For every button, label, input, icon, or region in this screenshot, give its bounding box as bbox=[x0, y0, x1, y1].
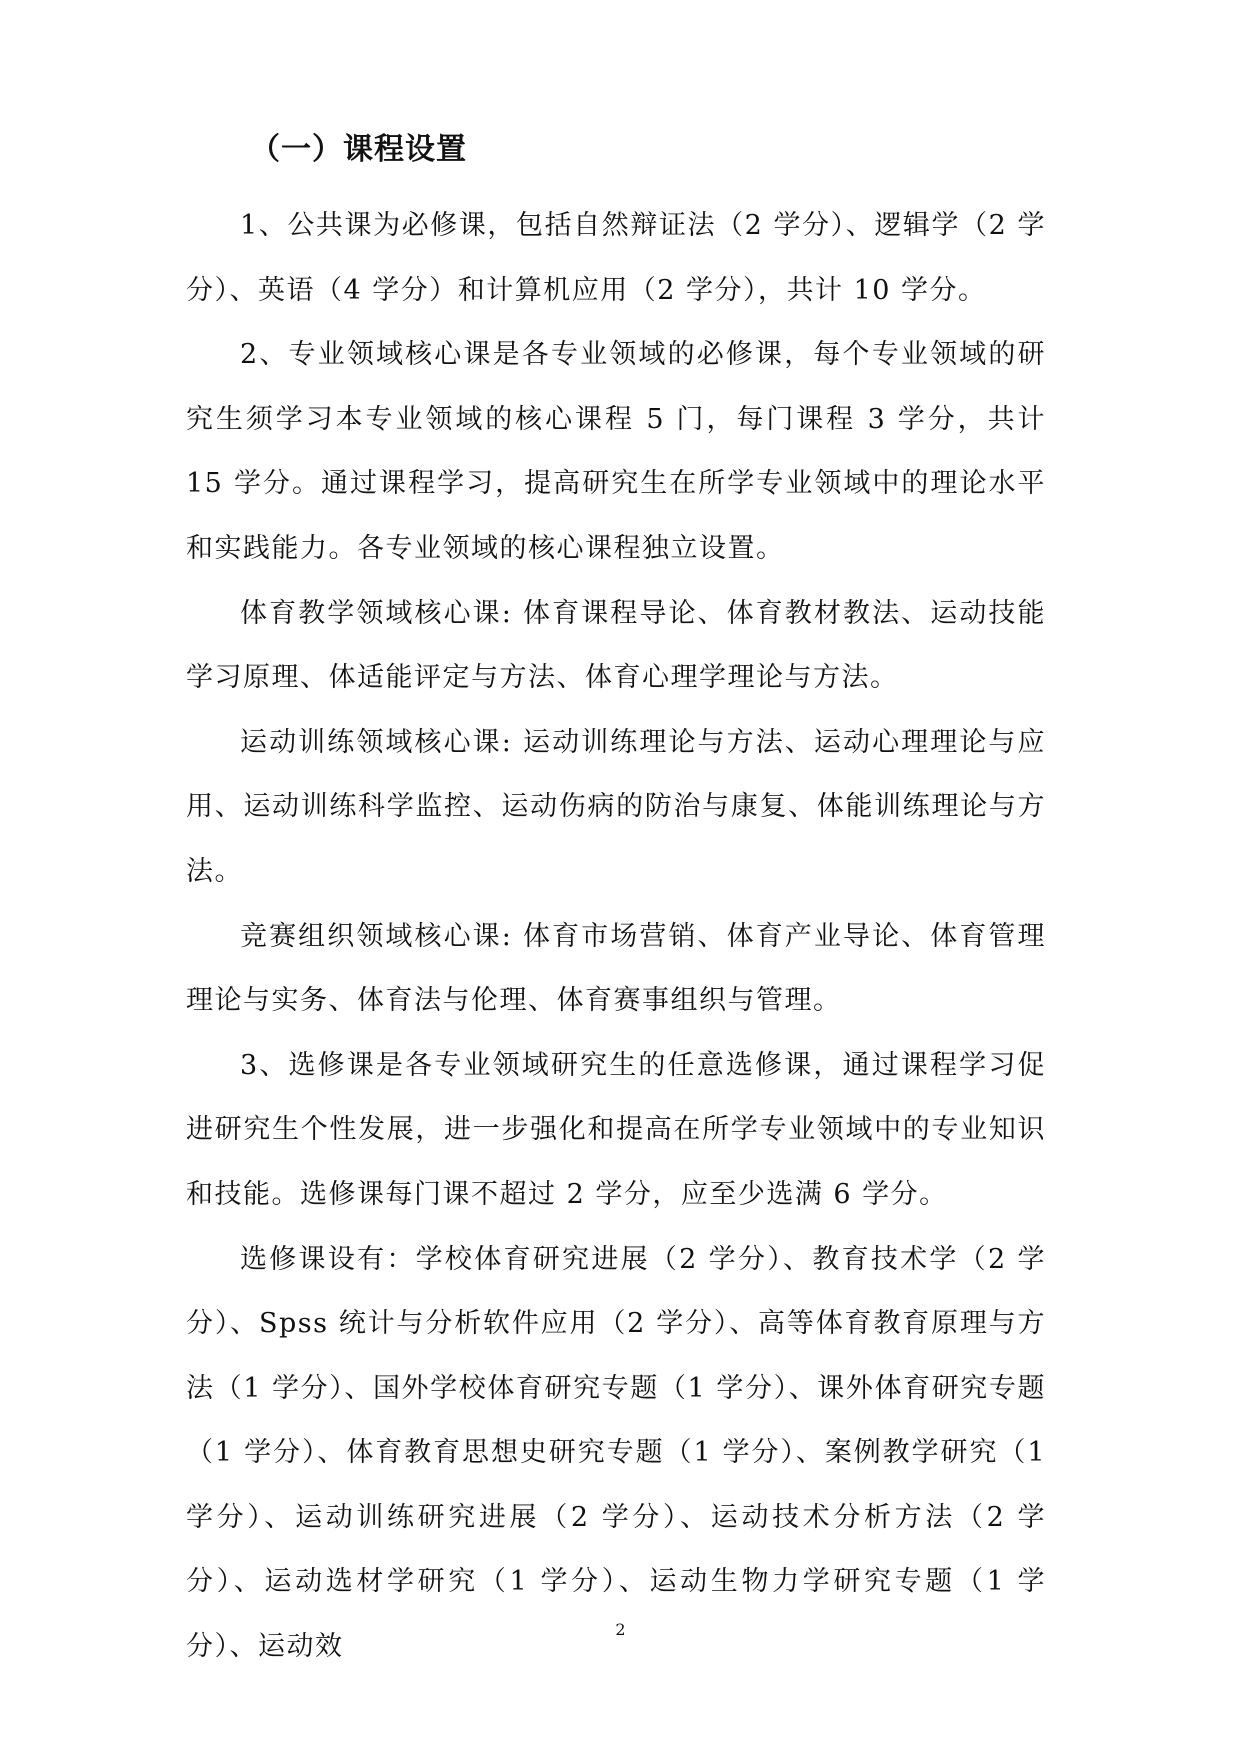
paragraph-elective-list: 选修课设有：学校体育研究进展（2 学分）、教育技术学（2 学分）、Spss 统计与分析软件应用（2 学分）、高等体育教育原理与方法（1 学分）、国外学校体育研究专题（1 学分）、课外体育研究专题（1 学分）、体育教育思想史研究专题（1 学分）、案例教学研究（1 学分）、运动训练研究进展（2 学分）、运动技术分析方法（2 学分）、运动选材学研究（1 学分）、运动生物力学研究专题（1 学分）、运动效 bbox=[186, 1243, 1046, 1663]
paragraph-competition-organization-core: 竞赛组织领域核心课: 体育市场营销、体育产业导论、体育管理理论与实务、体育法与伦理、体育赛事组织与管理。 bbox=[186, 920, 1046, 1017]
paragraph-core-courses: 2、专业领域核心课是各专业领域的必修课，每个专业领域的研究生须学习本专业领域的核心课程 5 门，每门课程 3 学分，共计 15 学分。通过课程学习，提高研究生在所学专业领域中的理论水平和实践能力。各专业领域的核心课程独立设置。 bbox=[186, 339, 1046, 564]
paragraph-pe-teaching-core: 体育教学领域核心课: 体育课程导论、体育教材教法、运动技能学习原理、体适能评定与方法、体育心理学理论与方法。 bbox=[186, 597, 1046, 694]
paragraph-elective-courses: 3、选修课是各专业领域研究生的任意选修课，通过课程学习促进研究生个性发展，进一步强化和提高在所学专业领域中的专业知识和技能。选修课每门课不超过 2 学分，应至少选满 6 学分。 bbox=[186, 1049, 1046, 1210]
page-number: 2 bbox=[615, 1620, 626, 1639]
body-text bbox=[186, 194, 1046, 1680]
paragraph-public-courses: 1、公共课为必修课，包括自然辩证法（2 学分）、逻辑学（2 学分）、英语（4 学分）和计算机应用（2 学分），共计 10 学分。 bbox=[186, 210, 1046, 306]
section-heading: （一）课程设置 bbox=[250, 132, 467, 167]
paragraph-sports-training-core: 运动训练领域核心课: 运动训练理论与方法、运动心理理论与应用、运动训练科学监控、运动伤病的防治与康复、体能训练理论与方法。 bbox=[186, 726, 1046, 887]
